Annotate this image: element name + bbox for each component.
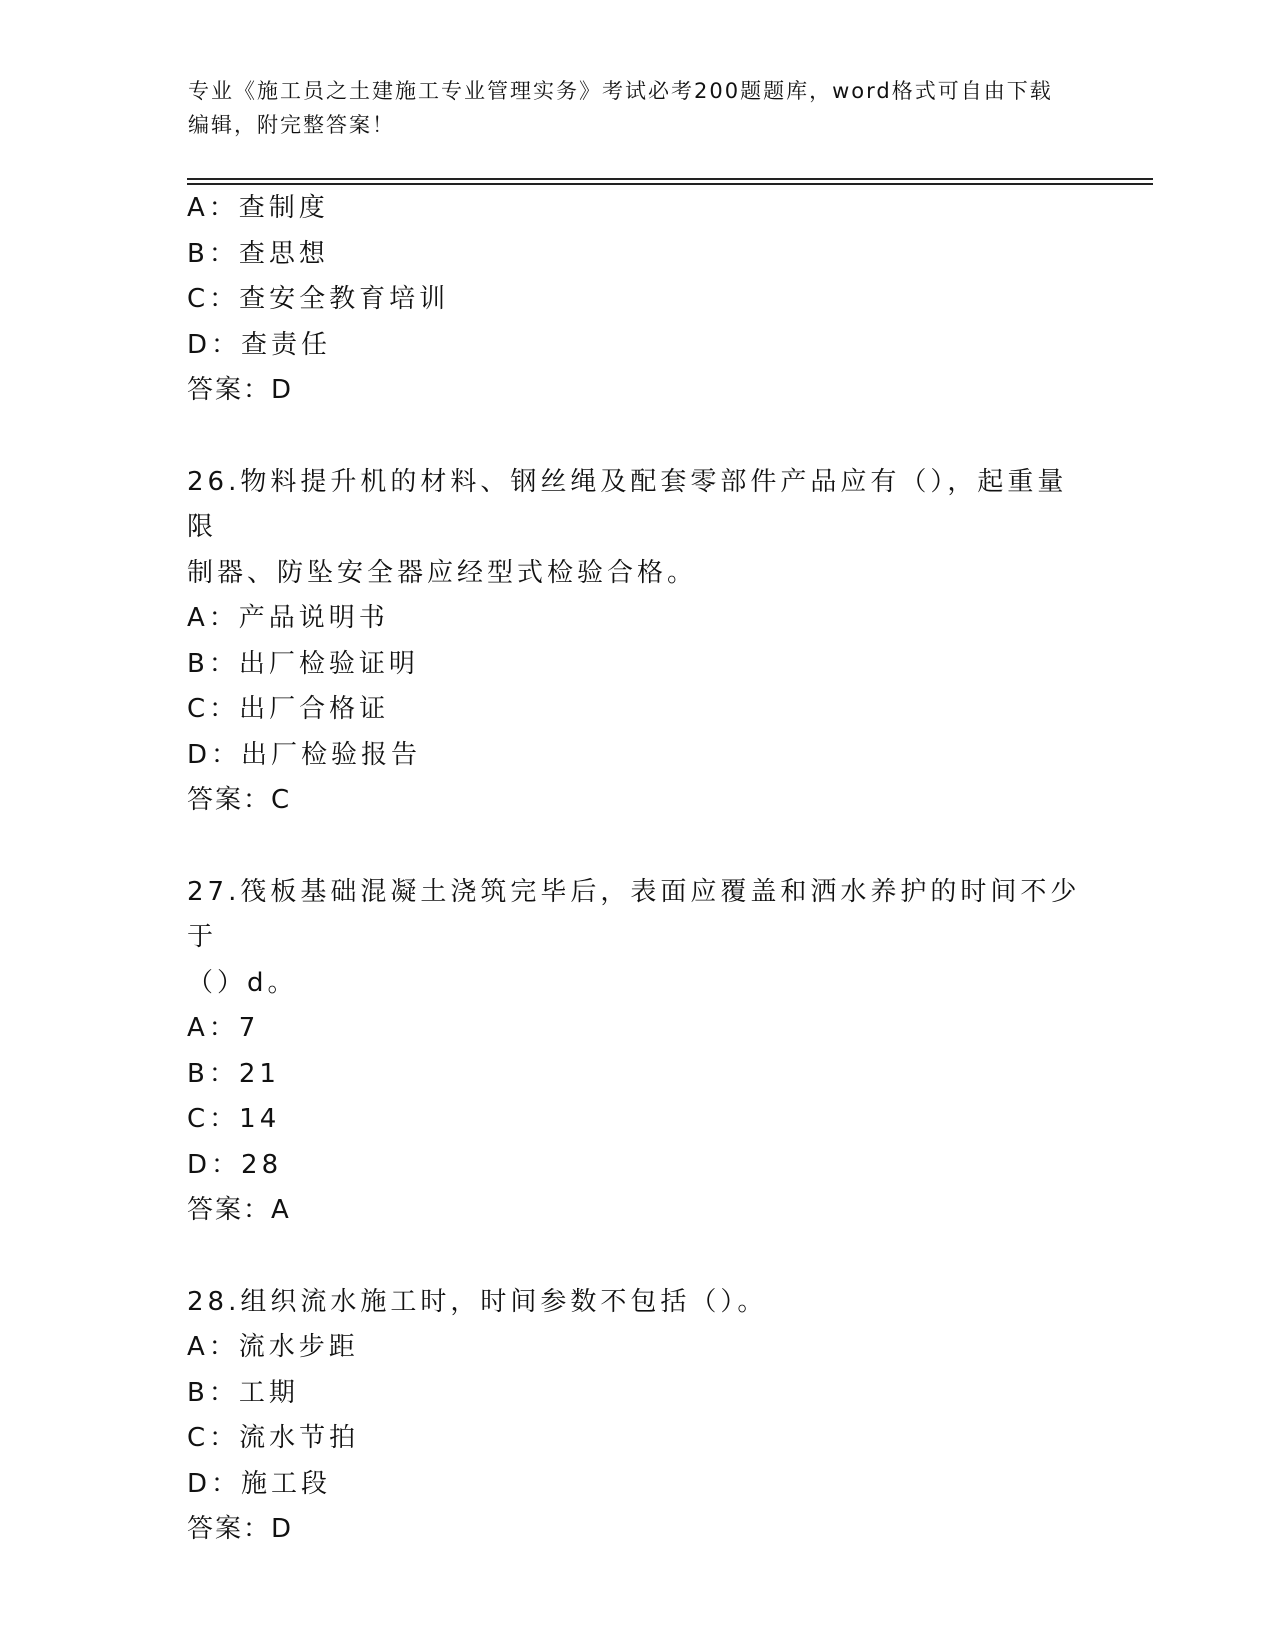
answer-label: 答案：C <box>187 785 292 815</box>
answer-label: 答案：D <box>187 1514 294 1544</box>
spacer <box>187 824 1087 870</box>
spacer <box>187 1234 1087 1280</box>
question-28-block <box>187 1280 1087 1553</box>
option-b: B：出厂检验证明 <box>187 648 419 679</box>
header-divider-bottom <box>187 183 1153 185</box>
question-26-block <box>187 460 1087 824</box>
option-d: D：28 <box>187 1149 283 1180</box>
option-b: B：21 <box>187 1058 280 1089</box>
option-b: B：工期 <box>187 1377 299 1408</box>
question-list <box>187 186 1087 1553</box>
answer-label: 答案：A <box>187 1195 291 1225</box>
option-a: A：流水步距 <box>187 1332 359 1362</box>
spacer <box>187 414 1087 460</box>
option-a: A：7 <box>187 1013 260 1043</box>
question-stem-line-1: 28.组织流水施工时，时间参数不包括（）。 <box>187 1286 768 1317</box>
option-c: C：查安全教育培训 <box>187 284 450 314</box>
option-c: C：出厂合格证 <box>187 694 390 724</box>
question-stem-line-2: （）d。 <box>187 967 298 998</box>
option-a: A：查制度 <box>187 193 329 223</box>
option-c: C：流水节拍 <box>187 1423 360 1453</box>
option-c: C：14 <box>187 1104 281 1134</box>
option-d: D：出厂检验报告 <box>187 739 422 770</box>
question-stem-line-1: 27.筏板基础混凝土浇筑完毕后，表面应覆盖和洒水养护的时间不少于 <box>187 876 1081 952</box>
question-25-block <box>187 186 1087 414</box>
option-b: B：查思想 <box>187 238 329 269</box>
document-intro: 专业《施工员之土建施工专业管理实务》考试必考200题题库，word格式可自由下载编辑，附完整答案！ <box>188 79 1053 137</box>
option-a: A：产品说明书 <box>187 603 389 633</box>
header-divider-top <box>187 178 1153 180</box>
answer-label: 答案：D <box>187 375 294 405</box>
option-d: D：查责任 <box>187 329 332 360</box>
option-d: D：施工段 <box>187 1468 332 1499</box>
question-stem-line-1: 26.物料提升机的材料、钢丝绳及配套零部件产品应有（），起重量限 <box>187 466 1068 542</box>
question-stem-line-2: 制器、防坠安全器应经型式检验合格。 <box>187 557 698 588</box>
question-27-block <box>187 870 1087 1234</box>
